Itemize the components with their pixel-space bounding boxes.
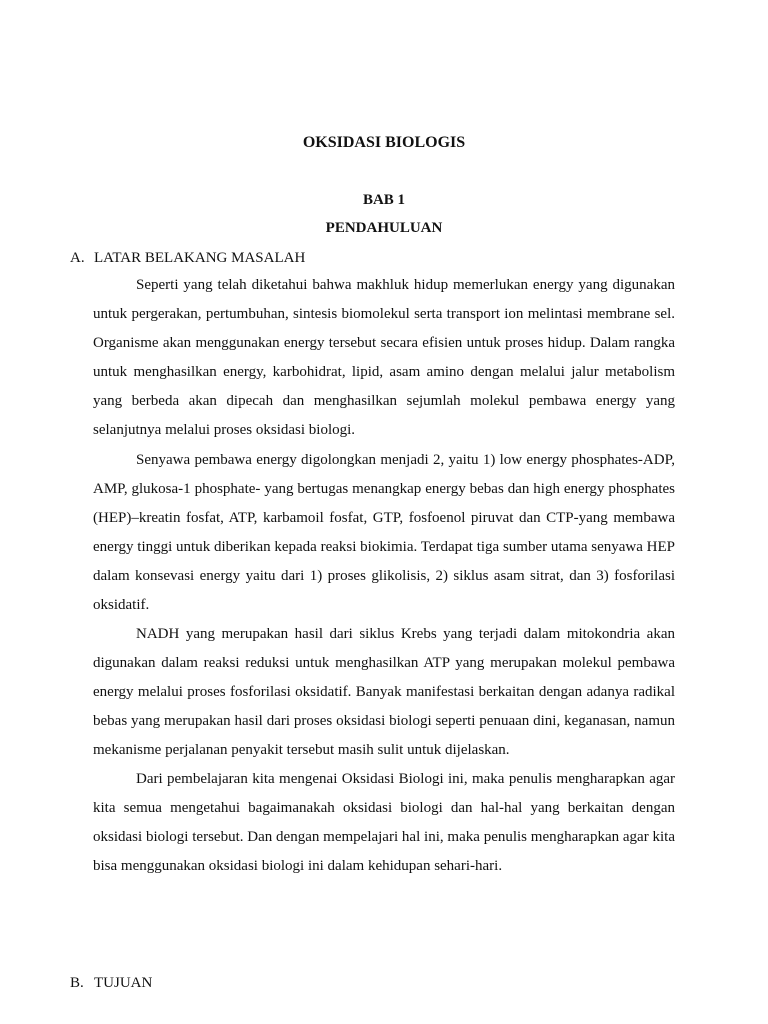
paragraph-1: Seperti yang telah diketahui bahwa makhluk hidup memerlukan energy yang digunakan untuk pergerakan, pertumbuhan, sintesis biomolekul serta transport ion melintasi membrane sel. Organisme akan menggunakan energy tersebut secara efisien untuk proses hidup. Dalam rangka untuk menghasilkan energy, karbohidrat, lipid, asam amino dengan melalui jalur metabolism yang berbeda akan dipecah dan menghasilkan sejumlah molekul pembawa energy yang selanjutnya melalui proses oksidasi biologi. (93, 277, 675, 438)
paragraph-2: Senyawa pembawa energy digolongkan menjadi 2, yaitu 1) low energy phosphates-ADP, AMP, glukosa-1 phosphate- yang bertugas menangkap energy bebas dan high energy phosphates (HEP)–kreatin fosfat, ATP, karbamoil fosfat, GTP, fosfoenol piruvat dan CTP-yang membawa energy tinggi untuk diberikan kepada reaksi biokimia. Terdapat tiga sumber utama senyawa HEP dalam konsevasi energy yaitu dari 1) proses glikolisis, 2) siklus asam sitrat, dan 3) fosforilasi oksidatif. (93, 452, 675, 613)
chapter-title: PENDAHULUAN (325, 220, 443, 236)
chapter-number: BAB 1 (362, 192, 406, 208)
section-a-heading (70, 249, 305, 267)
section-a-title: LATAR BELAKANG MASALAH (94, 250, 306, 266)
section-b-number: B. (70, 975, 84, 991)
section-a-number: A. (70, 250, 85, 266)
section-b-heading (70, 974, 152, 992)
document-title: OKSIDASI BIOLOGIS (302, 134, 466, 151)
paragraph-4: Dari pembelajaran kita mengenai Oksidasi Biologi ini, maka penulis mengharapkan agar kita semua mengetahui bagaimanakah oksidasi biologi dan hal-hal yang berkaitan dengan oksidasi biologi tersebut. Dan dengan mempelajari hal ini, maka penulis mengharapkan agar kita bisa menggunakan oksidasi biologi ini dalam kehidupan sehari-hari. (93, 771, 675, 874)
section-b-title: TUJUAN (94, 975, 153, 991)
paragraph-3: NADH yang merupakan hasil dari siklus Krebs yang terjadi dalam mitokondria akan digunakan dalam reaksi reduksi untuk menghasilkan ATP yang merupakan molekul pembawa energy melalui proses fosforilasi oksidatif. Banyak manifestasi berkaitan dengan adanya radikal bebas yang merupakan hasil dari proses oksidasi biologi seperti penuaan dini, keganasan, namun mekanisme perjalanan penyakit tersebut masih sulit untuk dijelaskan. (93, 626, 675, 758)
